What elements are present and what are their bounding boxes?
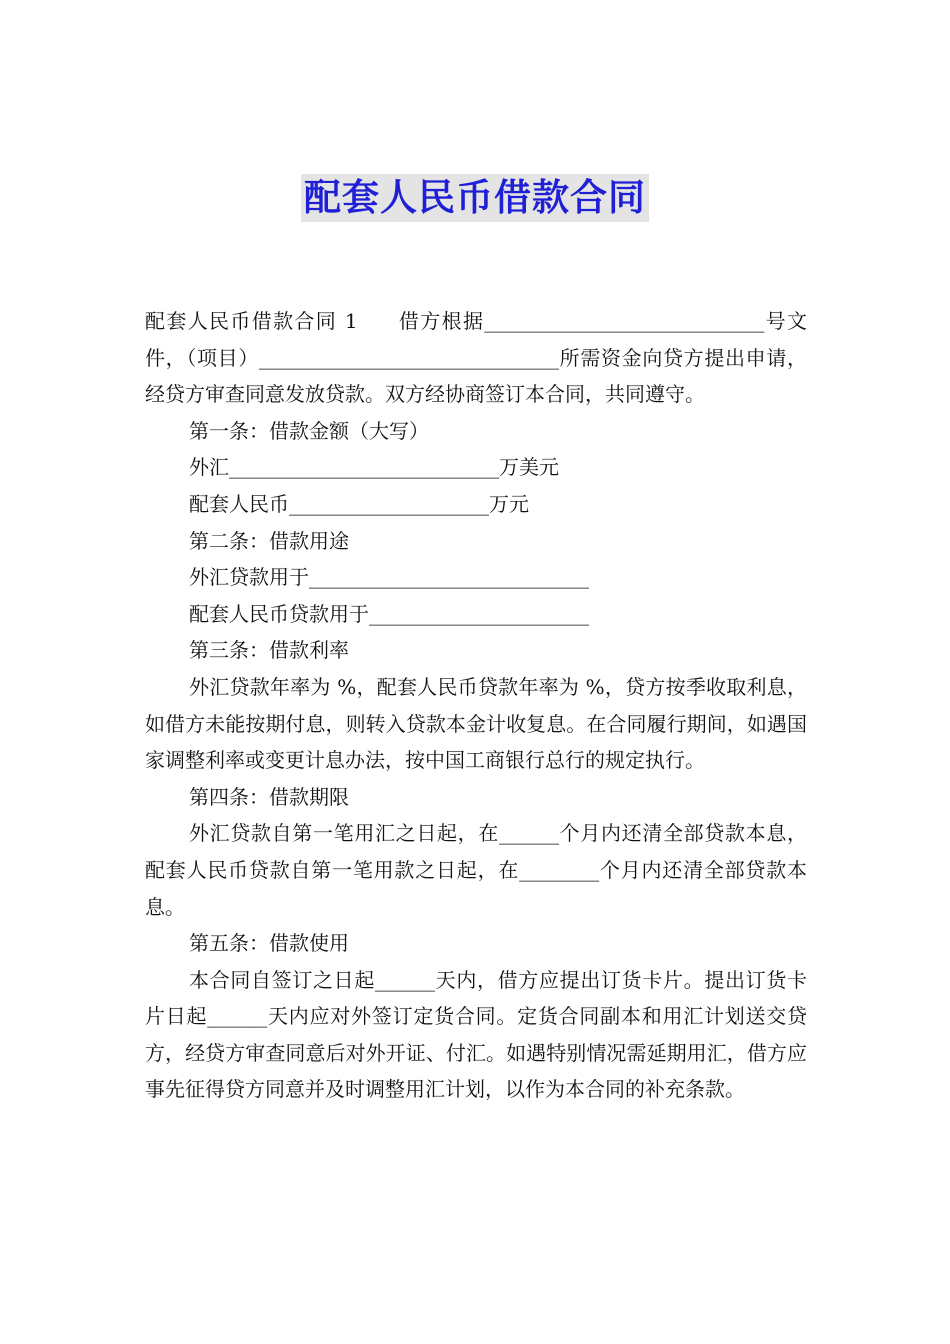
intro-paragraph [145, 303, 807, 413]
title-container [0, 174, 950, 222]
article-4-heading: 第四条：借款期限 [189, 784, 349, 809]
rmb-amount: 配套人民币____________________万元 [189, 491, 529, 516]
document-title: 配套人民币借款合同 [301, 174, 649, 222]
interest-rate-paragraph: 外汇贷款年率为 %，配套人民币贷款年率为 %，贷方按季收取利息，如借方未能按期付息，则转入贷款本金计收复息。在合同履行期间，如遇国家调整利率或变更计息办法，按中国工商银行总行的规定执行。 [145, 674, 807, 773]
rmb-purpose: 配套人民币贷款用于______________________ [189, 601, 589, 626]
foreign-exchange-amount: 外汇___________________________万美元 [189, 455, 559, 480]
intro-text: 借方根据____________________________号文件，（项目）______________________________所需资金向贷方提出申请，经贷方审查同意发放贷款。双方经协商签订本合同，共同遵守。 [145, 309, 807, 407]
article-3-heading: 第三条：借款利率 [189, 638, 349, 663]
article-5-heading: 第五条：借款使用 [189, 931, 349, 956]
loan-term-paragraph: 外汇贷款自第一笔用汇之日起，在______个月内还清全部贷款本息，配套人民币贷款自第一笔用款之日起，在________个月内还清全部贷款本息。 [145, 821, 807, 919]
article-1-heading: 第一条：借款金额（大写） [189, 418, 429, 443]
intro-heading: 配套人民币借款合同 1 [145, 309, 358, 333]
loan-use-paragraph: 本合同自签订之日起______天内，借方应提出订货卡片。提出订货卡片日起______天内应对外签订定货合同。定货合同副本和用汇计划送交贷方，经贷方审查同意后对外开证、付汇。如遇特别情况需延期用汇，借方应事先征得贷方同意并及时调整用汇计划，以作为本合同的补充条款。 [145, 967, 807, 1102]
foreign-exchange-purpose: 外汇贷款用于____________________________ [189, 565, 589, 590]
document-body [145, 303, 807, 1108]
article-2-heading: 第二条：借款用途 [189, 528, 349, 553]
